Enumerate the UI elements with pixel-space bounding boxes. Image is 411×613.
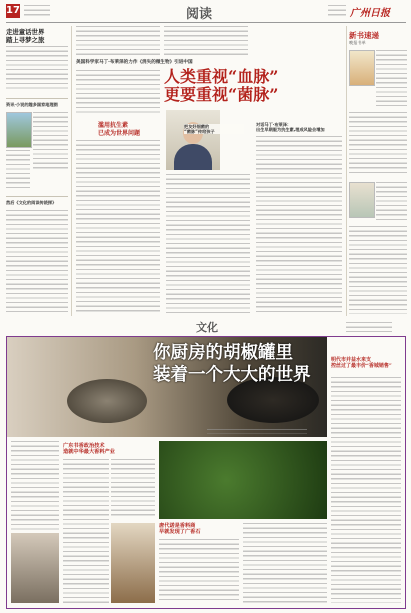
culture-mid-subhead: 唐代诺是香料商 早就发现了广香石 <box>159 523 201 536</box>
book-blurb <box>376 50 407 106</box>
page-number: 17 <box>6 5 20 16</box>
section-title: 阅读 <box>186 7 213 22</box>
culture-col2b-text <box>111 459 155 519</box>
masthead-meta <box>24 5 50 18</box>
culture-right-subhead: 明代市并益水来支 控丝过了最丰价“香城销售” <box>331 357 392 370</box>
book-blurb <box>376 182 407 222</box>
article-body-col3 <box>256 136 342 314</box>
article-body-col1b <box>76 140 160 314</box>
culture-section-title: 文化 <box>196 321 218 334</box>
left-intro-text <box>6 46 68 92</box>
subhead-interview: 对话马丁·布莱泽： 出生早期服为抗生素,埋成风险会增加 <box>256 122 325 132</box>
book-list-label: 晚报书单 <box>349 40 366 45</box>
masthead-date <box>328 5 346 18</box>
spice-jars-photo <box>111 523 155 603</box>
culture-col2-text <box>63 459 109 603</box>
pepper-plant-photo <box>159 441 327 519</box>
left-feature-title: 资讯·小说的趣多国家地理图 <box>6 102 58 107</box>
author-photo <box>166 110 220 170</box>
subhead-antibiotics: 滥用抗生素 已成为世界问题 <box>98 122 141 137</box>
main-article <box>74 26 344 316</box>
pepper-grinder-photo <box>11 533 59 603</box>
book-cover-image <box>349 50 375 86</box>
new-books-badge: 新书速递 <box>349 31 379 40</box>
culture-header <box>6 318 406 336</box>
culture-headline-line1: 你厨房的胡椒罐里 <box>153 343 293 363</box>
culture-headline-line2: 装着一个大大的世界 <box>153 365 311 385</box>
article-headline-line2: 更要重视“菌脉” <box>164 85 279 104</box>
hero-caption <box>207 429 307 434</box>
left-bottom-text <box>6 210 68 312</box>
article-body-col1 <box>76 70 160 114</box>
divider <box>6 196 68 197</box>
book-cover-image <box>6 112 32 148</box>
left-headline: 走进童话世界 踏上寻梦之旅 <box>6 28 45 44</box>
right-text <box>349 112 407 176</box>
article-body-col2 <box>166 174 250 314</box>
spice-bowl-icon <box>67 379 147 423</box>
culture-editor <box>346 322 392 332</box>
article-intro-text <box>76 26 160 56</box>
left-bottom-title: 然后《文化的阅读传统探》 <box>6 200 57 205</box>
left-feature-text-2 <box>6 150 30 190</box>
right-text-2 <box>349 226 407 314</box>
photo-caption: 把友好细菌的 “菌脉”传给孩子 <box>184 124 244 134</box>
right-column <box>349 26 407 316</box>
article-intro-text-2 <box>164 26 248 56</box>
book-cover-image <box>349 182 375 218</box>
masthead <box>0 0 411 24</box>
left-feature-text <box>33 112 68 172</box>
culture-left-kicker: 广东书香政治技术 造就中华最大香料产业 <box>63 443 115 456</box>
culture-left-text <box>11 441 59 531</box>
column-rule <box>346 26 347 316</box>
culture-mid-text-2 <box>243 523 327 603</box>
masthead-rule <box>6 22 406 23</box>
column-rule <box>71 26 72 316</box>
culture-right-text <box>331 377 401 603</box>
paper-name: 广州日报 <box>350 8 390 19</box>
divider <box>6 98 68 99</box>
article-headline-line1: 人类重视“血脉” <box>164 67 279 86</box>
culture-mid-text <box>159 539 239 603</box>
left-column <box>6 26 68 316</box>
portrait-body-icon <box>174 144 212 170</box>
article-kicker: 美国科学家马丁·布莱泽的力作《消失的微生物》引进中国 <box>76 60 193 65</box>
culture-box <box>6 336 406 609</box>
